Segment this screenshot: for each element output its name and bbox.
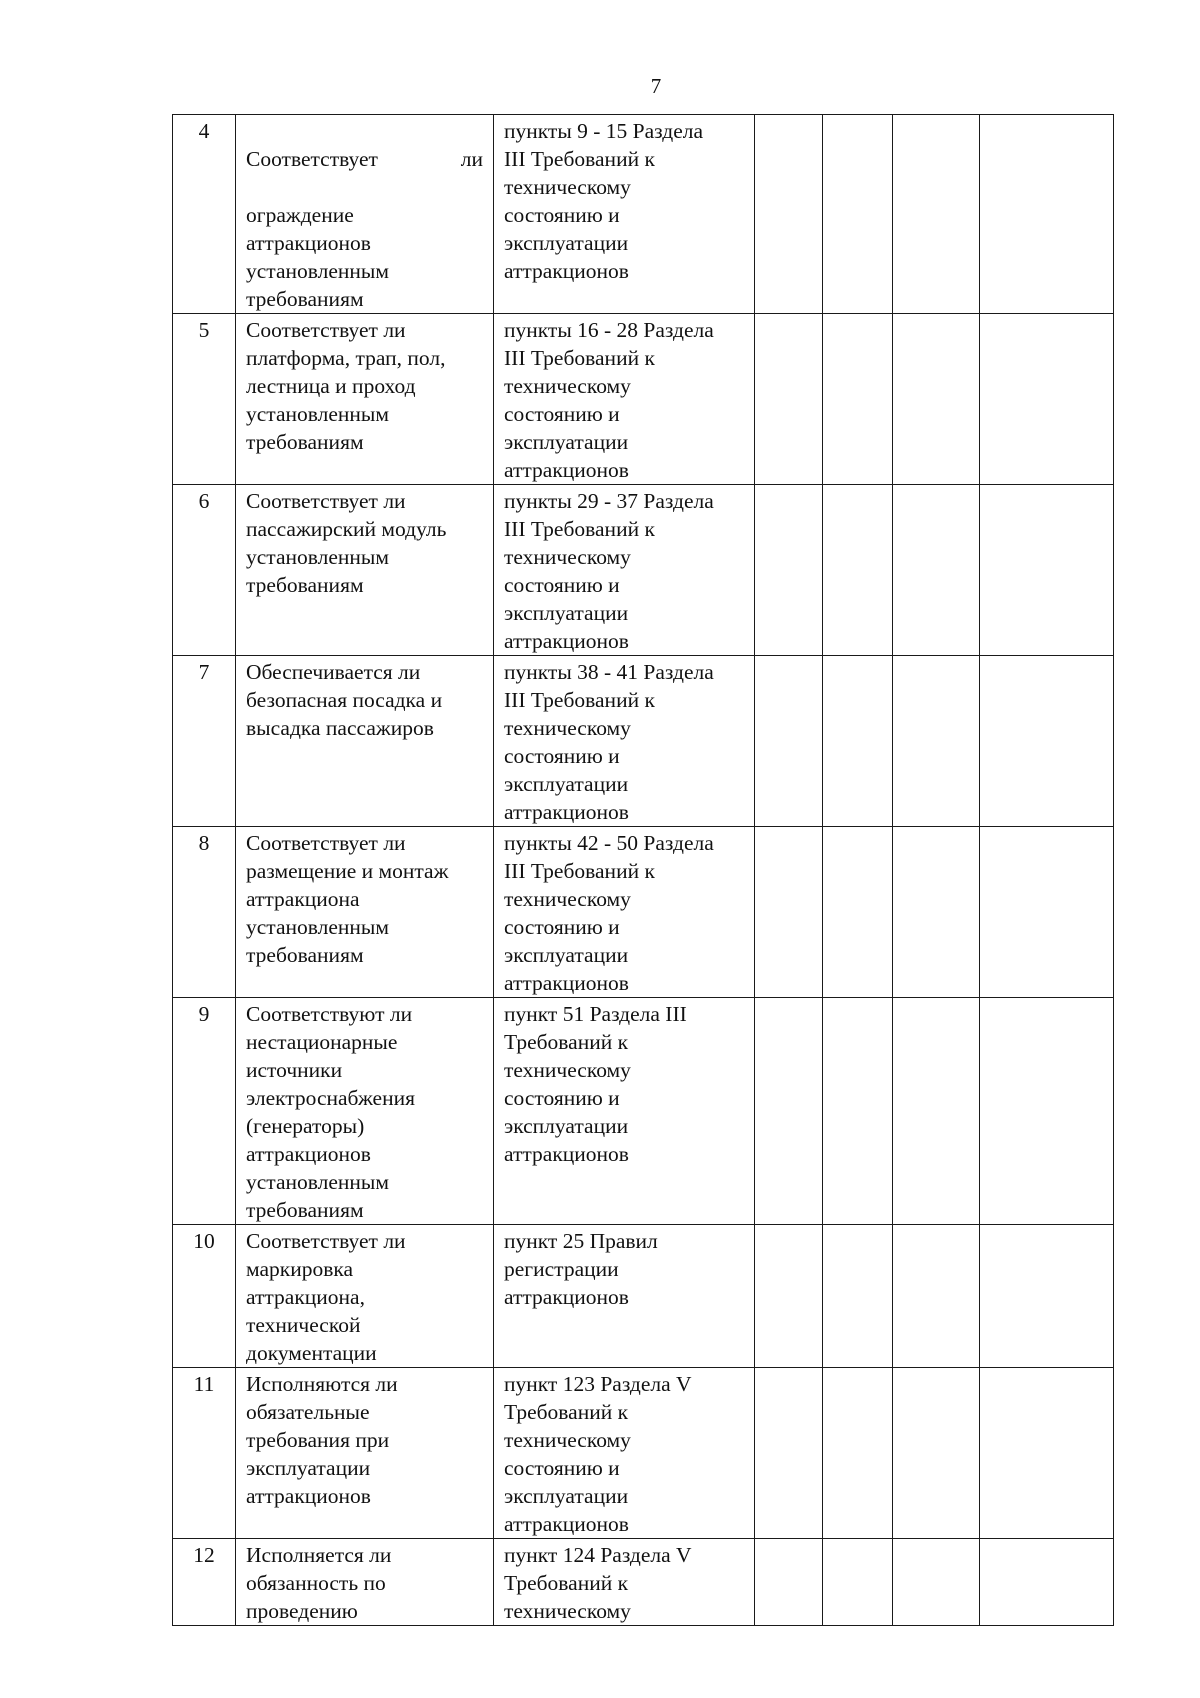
question-first-word: Соответствует bbox=[246, 147, 378, 171]
answer-na-cell bbox=[893, 1225, 980, 1368]
question-text: ограждение аттракционов установленным требованиям bbox=[246, 203, 389, 311]
question-cell: Соответствуют ли нестационарные источники электроснабжения (генераторы) аттракционов установленным требованиям bbox=[236, 998, 494, 1225]
answer-yes-cell bbox=[755, 656, 823, 827]
answer-no-cell bbox=[823, 1539, 893, 1626]
row-number: 10 bbox=[173, 1225, 236, 1368]
row-number: 6 bbox=[173, 485, 236, 656]
answer-yes-cell bbox=[755, 1225, 823, 1368]
answer-yes-cell bbox=[755, 115, 823, 314]
question-cell: Соответствует ли маркировка аттракциона, технической документации bbox=[236, 1225, 494, 1368]
answer-yes-cell bbox=[755, 1539, 823, 1626]
row-number: 9 bbox=[173, 998, 236, 1225]
answer-no-cell bbox=[823, 314, 893, 485]
question-cell: Исполняется ли обязанность по проведению bbox=[236, 1539, 494, 1626]
reference-cell: пункт 124 Раздела V Требований к техническому bbox=[494, 1539, 755, 1626]
answer-na-cell bbox=[893, 827, 980, 998]
answer-na-cell bbox=[893, 998, 980, 1225]
answer-na-cell bbox=[893, 1539, 980, 1626]
answer-no-cell bbox=[823, 485, 893, 656]
reference-cell: пункт 25 Правил регистрации аттракционов bbox=[494, 1225, 755, 1368]
note-cell bbox=[980, 115, 1114, 314]
answer-no-cell bbox=[823, 827, 893, 998]
question-cell: Обеспечивается ли безопасная посадка и высадка пассажиров bbox=[236, 656, 494, 827]
reference-cell: пункты 16 - 28 Раздела III Требований к техническому состоянию и эксплуатации аттракционов bbox=[494, 314, 755, 485]
answer-no-cell bbox=[823, 998, 893, 1225]
answer-na-cell bbox=[893, 656, 980, 827]
note-cell bbox=[980, 1368, 1114, 1539]
answer-na-cell bbox=[893, 314, 980, 485]
question-first-line bbox=[246, 145, 483, 173]
answer-na-cell bbox=[893, 115, 980, 314]
question-cell: Исполняются ли обязательные требования при эксплуатации аттракционов bbox=[236, 1368, 494, 1539]
note-cell bbox=[980, 998, 1114, 1225]
reference-cell: пункт 123 Раздела V Требований к техническому состоянию и эксплуатации аттракционов bbox=[494, 1368, 755, 1539]
reference-cell: пункты 38 - 41 Раздела III Требований к техническому состоянию и эксплуатации аттракционов bbox=[494, 656, 755, 827]
question-cell: Соответствует ли платформа, трап, пол, лестница и проход установленным требованиям bbox=[236, 314, 494, 485]
table-row bbox=[173, 1225, 1114, 1368]
table-row bbox=[173, 656, 1114, 827]
page-number: 7 bbox=[650, 74, 662, 98]
note-cell bbox=[980, 1225, 1114, 1368]
answer-yes-cell bbox=[755, 998, 823, 1225]
table-row bbox=[173, 1539, 1114, 1626]
row-number: 8 bbox=[173, 827, 236, 998]
reference-cell: пункты 29 - 37 Раздела III Требований к техническому состоянию и эксплуатации аттракционов bbox=[494, 485, 755, 656]
note-cell bbox=[980, 314, 1114, 485]
row-number: 11 bbox=[173, 1368, 236, 1539]
answer-yes-cell bbox=[755, 1368, 823, 1539]
answer-yes-cell bbox=[755, 314, 823, 485]
reference-cell: пункты 9 - 15 Раздела III Требований к техническому состоянию и эксплуатации аттракционов bbox=[494, 115, 755, 314]
table-row bbox=[173, 998, 1114, 1225]
answer-yes-cell bbox=[755, 485, 823, 656]
row-number: 7 bbox=[173, 656, 236, 827]
note-cell bbox=[980, 485, 1114, 656]
table-row bbox=[173, 485, 1114, 656]
answer-na-cell bbox=[893, 1368, 980, 1539]
question-first-particle: ли bbox=[460, 147, 483, 171]
question-cell bbox=[236, 115, 494, 314]
row-number: 12 bbox=[173, 1539, 236, 1626]
row-number: 4 bbox=[173, 115, 236, 314]
answer-no-cell bbox=[823, 1368, 893, 1539]
answer-na-cell bbox=[893, 485, 980, 656]
answer-no-cell bbox=[823, 1225, 893, 1368]
question-cell: Соответствует ли пассажирский модуль установленным требованиям bbox=[236, 485, 494, 656]
note-cell bbox=[980, 656, 1114, 827]
table-row bbox=[173, 1368, 1114, 1539]
answer-no-cell bbox=[823, 115, 893, 314]
table-row bbox=[173, 827, 1114, 998]
answer-yes-cell bbox=[755, 827, 823, 998]
question-cell: Соответствует ли размещение и монтаж аттракциона установленным требованиям bbox=[236, 827, 494, 998]
table-row bbox=[173, 314, 1114, 485]
table-row bbox=[173, 115, 1114, 314]
reference-cell: пункты 42 - 50 Раздела III Требований к техническому состоянию и эксплуатации аттракционов bbox=[494, 827, 755, 998]
checklist-table bbox=[172, 114, 1114, 1626]
row-number: 5 bbox=[173, 314, 236, 485]
note-cell bbox=[980, 1539, 1114, 1626]
note-cell bbox=[980, 827, 1114, 998]
reference-cell: пункт 51 Раздела III Требований к техническому состоянию и эксплуатации аттракционов bbox=[494, 998, 755, 1225]
answer-no-cell bbox=[823, 656, 893, 827]
